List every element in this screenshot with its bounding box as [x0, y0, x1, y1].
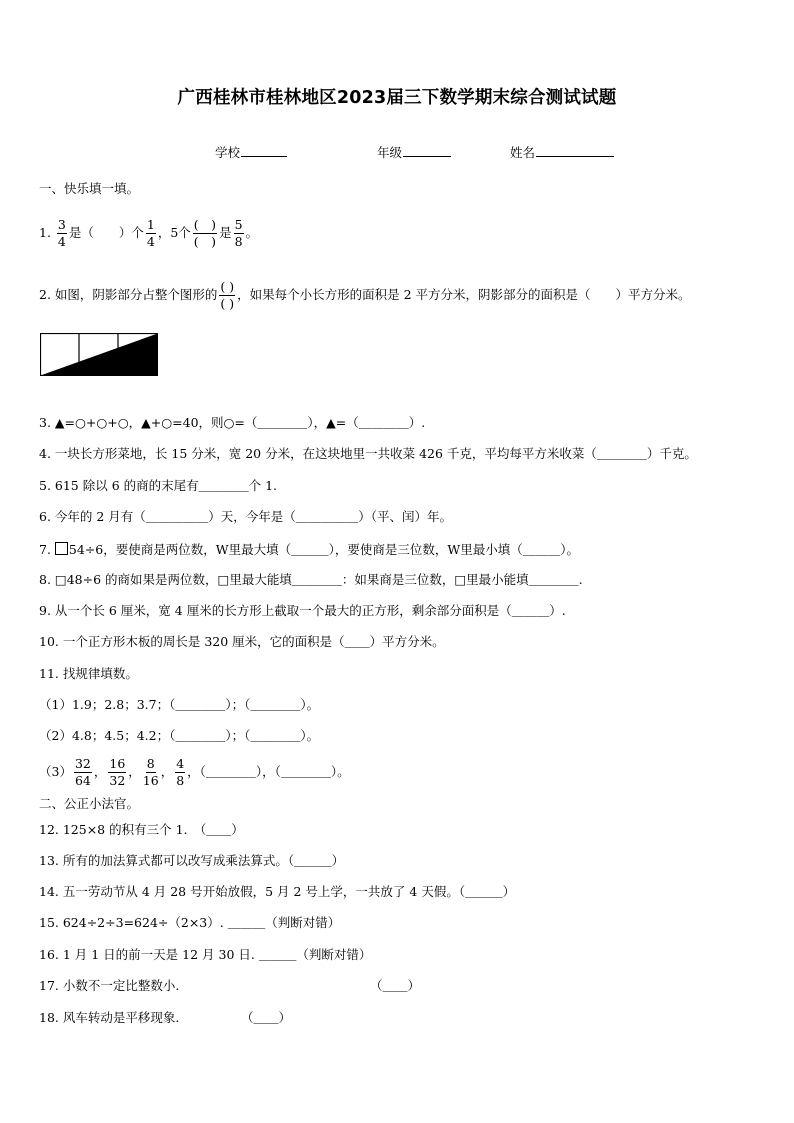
question-5: 5. 615 除以 6 的商的末尾有＿＿＿＿个 1. [39, 478, 278, 493]
question-12: 12. 125×8 的积有三个 1. （＿＿） [39, 822, 244, 837]
question-11-part-3: （3） $\frac{32}{64}$ ， $\frac{16}{32}$ ， $\frac{8}{16}$ ， $\frac{4}{8}$ ，（＿＿＿＿），（＿＿＿＿）。 [39, 755, 350, 788]
q1-fraction-blank[interactable]: $\frac{( )}{( )}$ [193, 216, 217, 249]
section-heading-2: 二、公正小法官。 [39, 796, 140, 811]
q7-text: 54÷6，要使商是两位数，W里最大填（＿＿＿），要使商是三位数，W里最小填（＿＿＿）。 [68, 542, 579, 557]
question-18-answer-paren[interactable]: （＿＿） [241, 1010, 292, 1025]
question-11-part-1: （1）1.9；2.8；3.7；（＿＿＿＿）；（＿＿＿＿）。 [39, 697, 320, 712]
q1-text-3: 是 [219, 225, 232, 240]
question-6: 6. 今年的 2 月有（＿＿＿＿＿）天，今年是（＿＿＿＿＿）（平、闰）年。 [39, 509, 453, 524]
question-18: 18. 风车转动是平移现象. [39, 1010, 180, 1025]
question-17-answer-paren[interactable]: （＿＿） [370, 978, 421, 993]
q11-p3-tail: ，（＿＿＿＿），（＿＿＿＿）。 [187, 764, 350, 779]
name-field[interactable] [510, 144, 614, 160]
question-16: 16. 1 月 1 日的前一天是 12 月 30 日. ＿＿＿（判断对错） [39, 947, 372, 962]
name-label: 姓名 [510, 145, 536, 160]
q11-fraction-1: $\frac{32}{64}$ [74, 755, 91, 788]
question-11-part-2: （2）4.8；4.5；4.2；（＿＿＿＿）；（＿＿＿＿）。 [39, 728, 320, 743]
shaded-rectangle-figure [40, 333, 158, 376]
q1-text-1: 是（ ）个 [68, 225, 144, 240]
school-label: 学校 [215, 145, 241, 160]
question-1 [39, 214, 258, 252]
section-heading-1: 一、快乐填一填。 [39, 181, 140, 196]
q7-number: 7. [39, 542, 51, 557]
page-title: 广西桂林市桂林地区2023届三下数学期末综合测试试题 [177, 88, 617, 108]
q1-fraction-d: $\frac{5}{8}$ [234, 216, 243, 249]
question-4: 4. 一块长方形菜地，长 15 分米，宽 20 分米，在这块地里一共收菜 426 千克，平均每平方米收菜（＿＿＿＿）千克。 [39, 446, 697, 461]
question-2 [39, 276, 691, 314]
q2-fraction-blank[interactable]: $\frac{( )}{( )}$ [220, 278, 235, 311]
grade-blank[interactable] [403, 144, 451, 157]
question-11-heading: 11. 找规律填数。 [39, 666, 138, 681]
q2-text-post: ，如果每个小长方形的面积是 2 平方分米，阴影部分的面积是（ ）平方分米。 [237, 287, 691, 302]
grade-field[interactable] [377, 144, 451, 160]
question-8: 8. □48÷6 的商如果是两位数，□里最大能填＿＿＿＿：如果商是三位数，□里最小能填＿＿＿＿. [39, 572, 583, 587]
q2-text-pre: 2. 如图，阴影部分占整个图形的 [39, 287, 218, 302]
question-10: 10. 一个正方形木板的周长是 320 厘米，它的面积是（＿＿）平方分米。 [39, 634, 445, 649]
question-14: 14. 五一劳动节从 4 月 28 号开始放假，5 月 2 号上学，一共放了 4 天假。（＿＿＿） [39, 884, 516, 899]
q1-text-2: ，5个 [157, 225, 191, 240]
question-13: 13. 所有的加法算式都可以改写成乘法算式。（＿＿＿） [39, 853, 345, 868]
question-3: 3. ▲=○+○+○，▲+○=40，则○=（＿＿＿＿），▲=（＿＿＿＿）. [39, 415, 426, 430]
question-7 [39, 542, 579, 557]
grade-label: 年级 [377, 145, 403, 160]
q1-fraction-a: $\frac{3}{4}$ [57, 216, 66, 249]
question-17: 17. 小数不一定比整数小. [39, 978, 180, 993]
square-box-icon [55, 542, 68, 555]
question-15: 15. 624÷2÷3=624÷（2×3）. ＿＿＿（判断对错） [39, 915, 341, 930]
q1-fraction-b: $\frac{1}{4}$ [146, 216, 155, 249]
question-9: 9. 从一个长 6 厘米，宽 4 厘米的长方形上截取一个最大的正方形，剩余部分面积是（＿＿＿）. [39, 603, 566, 618]
school-field[interactable] [215, 144, 287, 160]
q11-fraction-3: $\frac{8}{16}$ [142, 755, 159, 788]
q11-fraction-2: $\frac{16}{32}$ [109, 755, 126, 788]
q1-number: 1. [39, 225, 51, 240]
school-blank[interactable] [241, 144, 287, 157]
q11-fraction-4: $\frac{4}{8}$ [176, 755, 185, 788]
name-blank[interactable] [536, 144, 614, 157]
q11-p3-label: （3） [39, 764, 72, 779]
q1-text-4: 。 [245, 225, 259, 240]
